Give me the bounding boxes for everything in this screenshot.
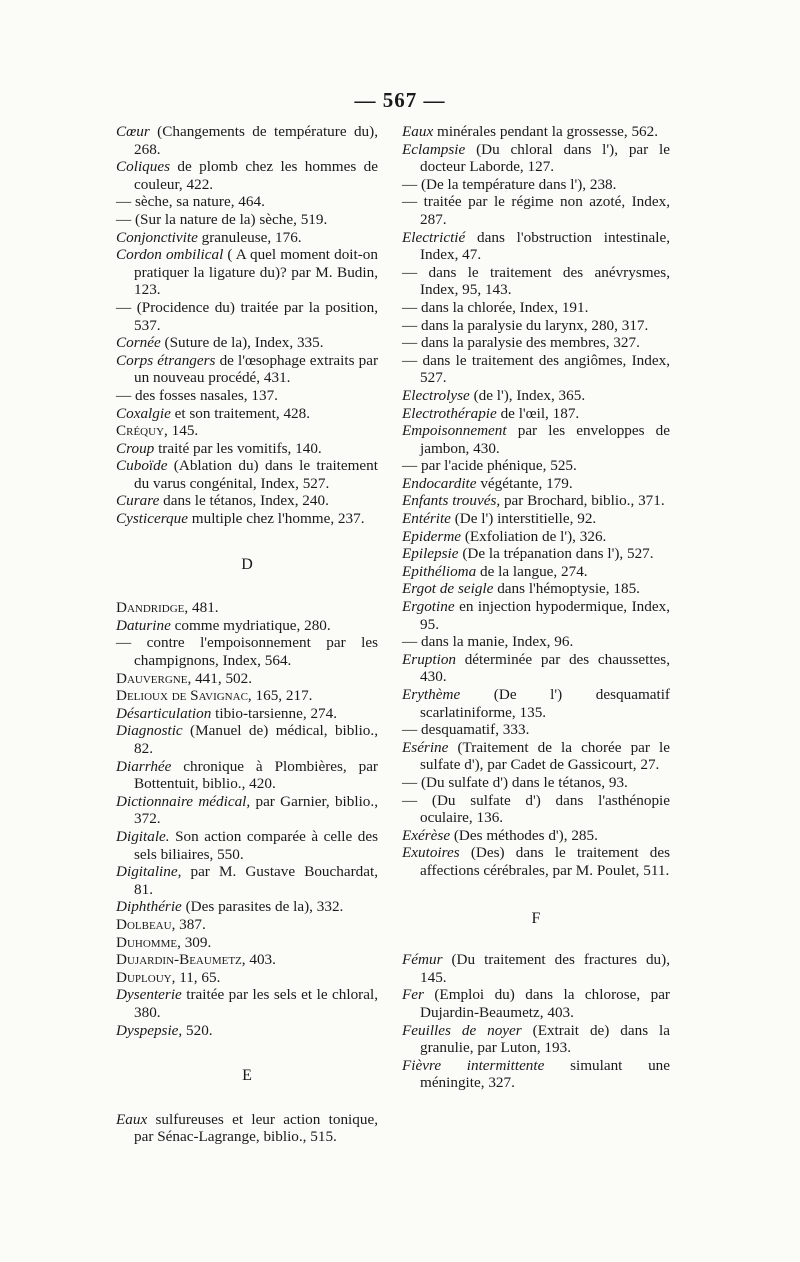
entry-text: (Traitement de la chorée par le sulfate d'), par Cadet de Gassicourt, 27. xyxy=(420,738,670,774)
entry-text: sulfureuses et leur action tonique, par Sénac-Lagrange, biblio., 515. xyxy=(134,1110,378,1146)
entry-text: (De la trépanation dans l'), 527. xyxy=(458,545,654,563)
index-entry xyxy=(402,721,670,739)
index-entry xyxy=(402,176,670,194)
entry-heading: Ergot de seigle xyxy=(402,580,494,598)
index-entry xyxy=(402,510,670,528)
entry-text: — des fosses nasales, 137. xyxy=(116,386,278,404)
index-entry xyxy=(116,352,378,387)
entry-heading: Exutoires xyxy=(402,844,460,862)
entry-heading: Epilepsie xyxy=(402,545,459,563)
entry-text: , 145. xyxy=(164,422,199,440)
index-entry xyxy=(116,670,378,688)
index-entry xyxy=(402,774,670,792)
index-entry xyxy=(116,229,378,247)
index-entry xyxy=(402,299,670,317)
entry-text: — dans le traitement des anévrysmes, Index, 95, 143. xyxy=(402,263,670,299)
entry-text: — (Sur la nature de la) sèche, 519. xyxy=(116,210,328,228)
index-entry xyxy=(116,722,378,757)
entry-heading: Eaux xyxy=(116,1110,148,1128)
index-entry xyxy=(402,686,670,721)
entry-text: (De l') desquamatif scarlatiniforme, 135. xyxy=(420,686,670,721)
index-entry xyxy=(116,334,378,352)
entry-text: (Manuel de) médical, biblio., 82. xyxy=(134,722,378,757)
entry-heading: Dandridge xyxy=(116,599,185,617)
entry-text: — (De la température dans l'), 238. xyxy=(402,175,617,193)
index-entry xyxy=(116,898,378,916)
index-entry xyxy=(116,863,378,898)
entry-heading: Eaux xyxy=(402,123,434,140)
index-entry xyxy=(402,475,670,493)
entry-text: dans l'obstruction intestinale, Index, 47. xyxy=(420,228,670,264)
index-entry xyxy=(402,1057,670,1092)
entry-text: , 11, 65. xyxy=(171,968,221,986)
entry-heading: Coxalgie xyxy=(116,404,171,422)
index-entry xyxy=(402,986,670,1021)
index-entry xyxy=(402,633,670,651)
entry-text: (Des parasites de la), 332. xyxy=(181,898,344,916)
index-entry xyxy=(116,422,378,440)
entry-text: (Ablation du) dans le traitement du varus congénital, Index, 527. xyxy=(134,457,378,492)
entry-text: par Brochard, biblio., 371. xyxy=(500,492,665,510)
index-entry xyxy=(116,387,378,405)
entry-text: — (Du sulfate d') dans le tétanos, 93. xyxy=(402,773,628,791)
entry-heading: Feuilles de noyer xyxy=(402,1021,522,1039)
entry-text: — sèche, sa nature, 464. xyxy=(116,193,265,211)
index-entry xyxy=(402,352,670,387)
entry-heading: Fémur xyxy=(402,951,443,969)
entry-text: traitée par les sels et le chloral, 380. xyxy=(134,986,378,1021)
entry-text: 520. xyxy=(182,1021,213,1039)
page-number: — 567 — xyxy=(354,88,446,112)
index-entry xyxy=(402,264,670,299)
entry-text: — dans la paralysie des membres, 327. xyxy=(402,334,640,352)
entry-heading: Fièvre intermittente xyxy=(402,1056,545,1074)
entry-heading: Créquy xyxy=(116,422,165,440)
index-entry xyxy=(402,951,670,986)
entry-text: — dans la paralysie du larynx, 280, 317. xyxy=(402,316,649,334)
entry-heading: Exérèse xyxy=(402,826,451,844)
index-entry xyxy=(116,793,378,828)
index-entry xyxy=(116,1022,378,1040)
entry-text: de la langue, 274. xyxy=(476,562,588,580)
entry-text: en injection hypodermique, Index, 95. xyxy=(420,598,670,633)
entry-text: , 441, 502. xyxy=(187,669,253,687)
entry-heading: Curare xyxy=(116,492,160,510)
entry-text: , 387. xyxy=(171,915,206,933)
entry-heading: Empoisonnement xyxy=(402,422,507,440)
index-entry xyxy=(402,457,670,475)
index-entry xyxy=(402,141,670,176)
index-entry xyxy=(116,123,378,158)
entry-text: — par l'acide phénique, 525. xyxy=(402,457,577,475)
entry-text: ( A quel moment doit-on pratiquer la ligature du)? par M. Budin, 123. xyxy=(134,246,378,299)
entry-text: déterminée par des chaussettes, 430. xyxy=(420,650,670,686)
index-entry xyxy=(402,827,670,845)
index-entry xyxy=(402,598,670,633)
entry-text: végétante, 179. xyxy=(476,474,573,492)
entry-heading: Duplouy xyxy=(116,968,172,986)
entry-text: — dans le traitement des angiômes, Index, 527. xyxy=(402,351,670,387)
entry-text: Son action comparée à celle des sels biliaires, 550. xyxy=(134,827,378,863)
entry-heading: Cysticerque xyxy=(116,510,188,528)
entry-text: granuleuse, 176. xyxy=(197,228,302,246)
entry-heading: Cornée xyxy=(116,334,161,352)
entry-text: chronique à Plombières, par Bottentuit, biblio., 420. xyxy=(134,757,378,793)
entry-text: minérales pendant la grossesse, 562. xyxy=(433,123,659,140)
index-entry xyxy=(116,405,378,423)
entry-text: multiple chez l'homme, 237. xyxy=(187,510,365,528)
entry-heading: Diarrhée xyxy=(116,757,172,775)
entry-heading: Corps étrangers xyxy=(116,351,216,369)
entry-heading: Désarticulation xyxy=(116,704,212,722)
entry-heading: Electrolyse xyxy=(402,386,470,404)
entry-heading: Dujardin-Beaumetz xyxy=(116,951,242,969)
index-entry xyxy=(116,969,378,987)
index-entry xyxy=(402,528,670,546)
index-entry xyxy=(402,563,670,581)
entry-heading: Epithélioma xyxy=(402,562,477,580)
index-entry xyxy=(116,617,378,635)
index-entry xyxy=(402,422,670,457)
entry-text: — (Du sulfate d') dans l'asthénopie oculaire, 136. xyxy=(402,791,670,827)
entry-heading: Entérite xyxy=(402,510,451,528)
entry-heading: Cordon ombilical xyxy=(116,246,224,264)
index-entry xyxy=(116,934,378,952)
entry-heading: Erythème xyxy=(402,686,461,703)
entry-heading: Endocardite xyxy=(402,474,477,492)
entry-text: , 481. xyxy=(184,599,219,617)
index-entry xyxy=(116,457,378,492)
index-entry xyxy=(116,986,378,1021)
entry-text: (Du chloral dans l'), par le docteur Laborde, 127. xyxy=(420,140,670,176)
index-entry xyxy=(402,317,670,335)
entry-text: par Garnier, biblio., 372. xyxy=(134,792,378,828)
entry-heading: Daturine xyxy=(116,616,171,634)
entry-text: par les enveloppes de jambon, 430. xyxy=(420,422,670,457)
entry-heading: Diphthérie xyxy=(116,898,182,916)
index-entry xyxy=(402,792,670,827)
entry-heading: Digitale. xyxy=(116,827,170,845)
entry-text: — traitée par le régime non azoté, Index, 287. xyxy=(402,193,670,228)
index-entry xyxy=(402,334,670,352)
index-entry xyxy=(116,492,378,510)
entry-heading: Croup xyxy=(116,439,155,457)
index-entry xyxy=(116,211,378,229)
entry-text: traité par les vomitifs, 140. xyxy=(154,439,322,457)
index-entry xyxy=(402,844,670,879)
entry-heading: Dictionnaire médical, xyxy=(116,792,251,810)
entry-text: (Des) dans le traitement des affections cérébrales, par M. Poulet, 511. xyxy=(420,844,670,879)
entry-heading: Dyspepsie, xyxy=(116,1021,183,1039)
index-entry xyxy=(116,828,378,863)
entry-heading: Diagnostic xyxy=(116,722,183,740)
entry-heading: Fer xyxy=(402,986,424,1004)
section-letter: D xyxy=(241,555,253,573)
entry-text: de l'œil, 187. xyxy=(496,404,580,422)
entry-text: et son traitement, 428. xyxy=(170,404,311,422)
entry-heading: Cuboïde xyxy=(116,457,168,475)
entry-heading: Delioux de Savignac xyxy=(116,687,248,705)
entry-text: par M. Gustave Bouchardat, 81. xyxy=(134,863,378,898)
entry-text: comme mydriatique, 280. xyxy=(170,616,331,634)
section-letter: E xyxy=(242,1067,252,1085)
entry-text: (Des méthodes d'), 285. xyxy=(450,826,598,844)
index-column-right xyxy=(402,123,670,1092)
entry-heading: Dauvergne xyxy=(116,669,188,687)
entry-text: (de l'), Index, 365. xyxy=(469,386,586,404)
entry-heading: Duhomme xyxy=(116,933,178,951)
entry-text: , 403. xyxy=(241,951,276,969)
entry-text: — (Procidence du) traitée par la position, 537. xyxy=(116,298,378,334)
entry-text: dans le tétanos, Index, 240. xyxy=(159,492,329,510)
index-entry xyxy=(116,705,378,723)
index-entry xyxy=(402,123,670,141)
entry-text: — contre l'empoisonnement par les champignons, Index, 564. xyxy=(116,634,378,670)
index-entry xyxy=(402,580,670,598)
entry-text: (Suture de la), Index, 335. xyxy=(160,334,324,352)
index-entry xyxy=(116,440,378,458)
index-entry xyxy=(116,246,378,299)
entry-heading: Conjonctivite xyxy=(116,228,198,246)
index-entry xyxy=(116,916,378,934)
index-entry xyxy=(116,758,378,793)
index-entry xyxy=(402,651,670,686)
index-entry xyxy=(402,193,670,228)
index-column-left xyxy=(116,123,378,1146)
index-entry xyxy=(402,739,670,774)
entry-heading: Ergotine xyxy=(402,598,455,616)
index-entry xyxy=(116,193,378,211)
entry-text: — desquamatif, 333. xyxy=(402,721,530,739)
entry-text: tibio-tarsienne, 274. xyxy=(211,704,338,722)
index-entry xyxy=(116,158,378,193)
entry-text: (Emploi du) dans la chlorose, par Dujardin-Beaumetz, 403. xyxy=(420,986,670,1021)
index-entry xyxy=(402,229,670,264)
entry-heading: Coliques xyxy=(116,158,171,176)
entry-text: , 165, 217. xyxy=(247,687,313,705)
entry-text: simulant une méningite, 327. xyxy=(420,1056,670,1092)
index-entry xyxy=(116,951,378,969)
entry-heading: Esérine xyxy=(402,738,449,756)
entry-text: (Extrait de) dans la granulie, par Luton, 193. xyxy=(420,1021,670,1057)
entry-text: (Exfoliation de l'), 326. xyxy=(461,527,607,545)
section-letter: F xyxy=(531,909,541,927)
entry-heading: Eruption xyxy=(402,650,457,668)
index-entry xyxy=(116,299,378,334)
entry-heading: Electrothérapie xyxy=(402,404,497,422)
entry-text: (De l') interstitielle, 92. xyxy=(450,510,597,528)
entry-heading: Epiderme xyxy=(402,527,462,545)
entry-heading: Digitaline, xyxy=(116,863,182,881)
entry-text: de plomb chez les hommes de couleur, 422. xyxy=(134,158,378,193)
index-entry xyxy=(116,599,378,617)
entry-heading: Eclampsie xyxy=(402,140,466,158)
index-entry xyxy=(402,492,670,510)
entry-heading: Dolbeau xyxy=(116,915,172,933)
entry-heading: Cœur xyxy=(116,123,150,140)
index-entry xyxy=(116,687,378,705)
index-entry xyxy=(116,634,378,669)
index-entry xyxy=(402,405,670,423)
index-entry xyxy=(402,545,670,563)
entry-text: dans l'hémoptysie, 185. xyxy=(493,580,640,598)
entry-text: (Changements de température du), 268. xyxy=(134,123,378,158)
entry-heading: Electrictié xyxy=(402,228,466,246)
index-entry xyxy=(116,510,378,528)
index-entry xyxy=(116,1111,378,1146)
entry-text: , 309. xyxy=(177,933,212,951)
entry-text: (Du traitement des fractures du), 145. xyxy=(420,951,670,986)
entry-heading: Enfants trouvés, xyxy=(402,492,501,510)
index-entry xyxy=(402,1022,670,1057)
entry-text: — dans la manie, Index, 96. xyxy=(402,633,574,651)
index-entry xyxy=(402,387,670,405)
entry-text: de l'œsophage extraits par un nouveau procédé, 431. xyxy=(134,351,379,387)
entry-text: — dans la chlorée, Index, 191. xyxy=(402,298,589,316)
entry-heading: Dysenterie xyxy=(116,986,182,1004)
